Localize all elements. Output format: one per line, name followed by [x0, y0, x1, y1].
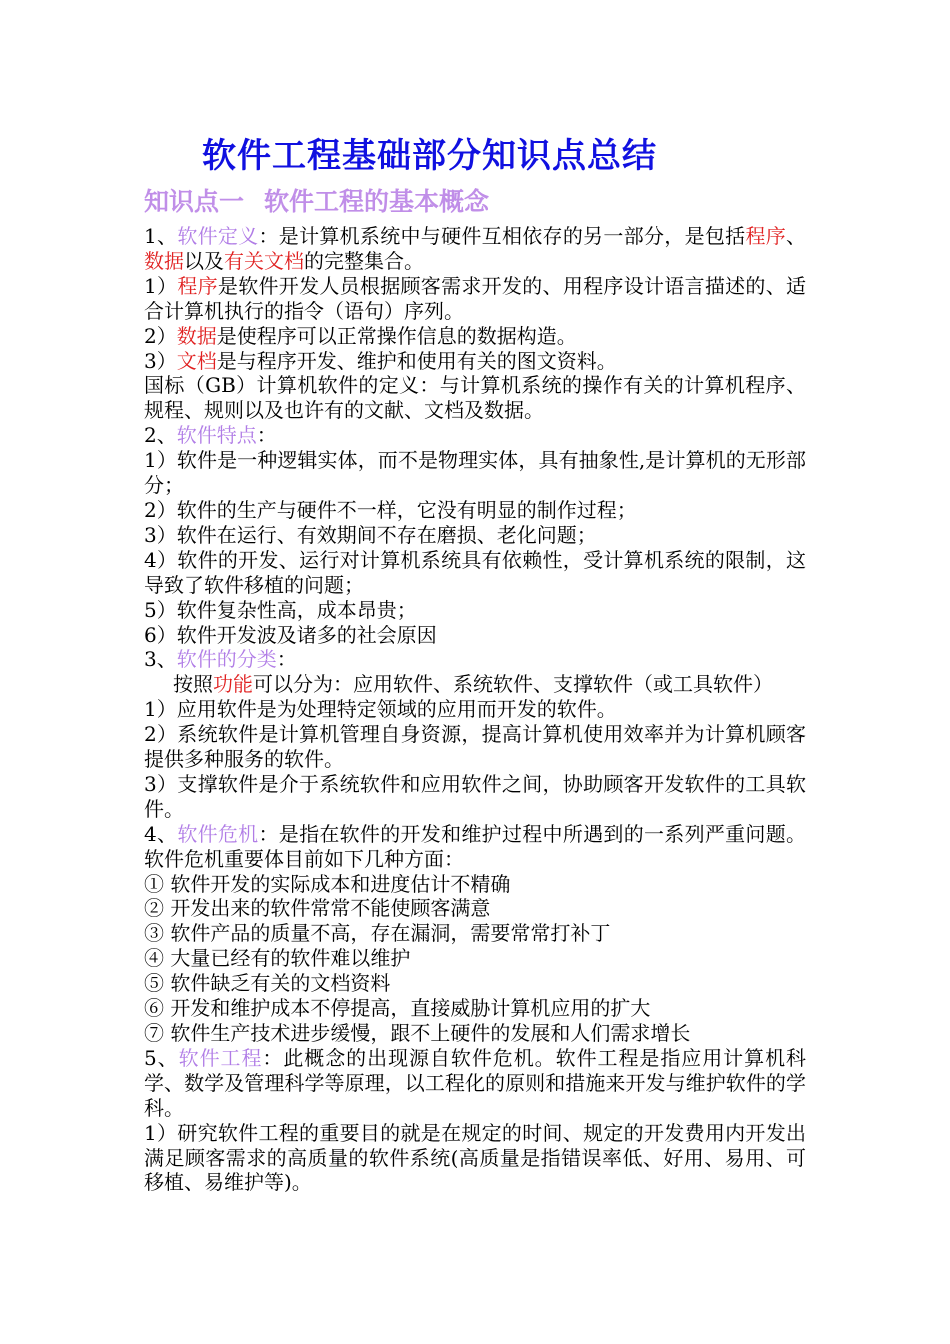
list-item: 5）软件复杂性高，成本昂贵； [144, 597, 417, 622]
list-item: 3）软件在运行、有效期间不存在磨损、老化问题； [144, 522, 597, 547]
list-item: ⑥ 开发和维护成本不停提高，直接威胁计算机应用的扩大 [144, 996, 651, 1021]
keyword-software-engineering: 软件工程 [178, 1045, 263, 1070]
list-item: ④ 大量已经有的软件难以维护 [144, 946, 411, 971]
list-item: 2）软件的生产与硬件不一样，它没有明显的制作过程； [144, 497, 637, 522]
section-title: 软件工程的基本概念 [264, 187, 490, 216]
paragraph-program: 1）程序是软件开发人员根据顾客需求开发的、用程序设计语言描述的、适合计算机执行的指令（语句）序列。 [144, 273, 807, 323]
list-item: ② 开发出来的软件常常不能使顾客满意 [144, 896, 491, 921]
keyword-software-definition: 软件定义 [177, 224, 259, 248]
list-item: ⑤ 软件缺乏有关的文档资料 [144, 971, 391, 996]
list-item: ③ 软件产品的质量不高，存在漏洞，需要常常打补丁 [144, 921, 611, 946]
keyword-software-classification: 软件的分类 [176, 647, 277, 672]
list-item: ⑦ 软件生产技术进步缓慢，跟不上硬件的发展和人们需求增长 [144, 1021, 691, 1045]
paragraph-data: 2）数据是使程序可以正常操作信息的数据构造。 [144, 323, 577, 348]
heading-software-features: 2、软件特点： [144, 423, 277, 448]
paragraph-gb-definition: 国标（GB）计算机软件的定义：与计算机系统的操作有关的计算机程序、规程、规则以及也许有的文献、文档及数据。 [144, 373, 806, 423]
list-item: 4）软件的开发、运行对计算机系统具有依赖性，受计算机系统的限制，这导致了软件移植的问题； [144, 547, 806, 597]
section-label: 知识点一 [144, 187, 245, 216]
paragraph-software-crisis: 4、软件危机：是指在软件的开发和维护过程中所遇到的一系列严重问题。 软件危机重要体目前如下几种方面： [144, 821, 807, 871]
list-item: ① 软件开发的实际成本和进度估计不精确 [144, 871, 511, 896]
list-item: 2）系统软件是计算机管理自身资源，提高计算机使用效率并为计算机顾客提供多种服务的软件。 [144, 722, 806, 772]
list-item: 3）支撑软件是介于系统软件和应用软件之间，协助顾客开发软件的工具软件。 [144, 771, 806, 821]
heading-software-classification: 3、软件的分类： [144, 647, 297, 672]
list-item: 1）软件是一种逻辑实体，而不是物理实体，具有抽象性,是计算机的无形部分； [144, 448, 806, 498]
section-heading [144, 182, 489, 218]
paragraph-software-engineering: 5、软件工程：此概念的出现源自软件危机。软件工程是指应用计算机科学、数学及管理科学等原理，以工程化的原则和措施来开发与维护软件的学科。 [144, 1045, 807, 1120]
list-item: 6）软件开发波及诸多的社会原因 [144, 622, 437, 647]
keyword-software-features: 软件特点 [176, 423, 257, 448]
document-body [144, 224, 806, 1195]
paragraph-classification-intro: 按照功能可以分为：应用软件、系统软件、支撑软件（或工具软件） [173, 672, 773, 697]
document-title: 软件工程基础部分知识点总结 [202, 136, 657, 176]
keyword-software-crisis: 软件危机 [177, 821, 259, 846]
list-item: 1）应用软件是为处理特定领域的应用而开发的软件。 [144, 697, 617, 722]
paragraph-document: 3）文档是与程序开发、维护和使用有关的图文资料。 [144, 348, 617, 373]
paragraph-se-goal: 1）研究软件工程的重要目的就是在规定的时间、规定的开发费用内开发出满足顾客需求的高质量的软件系统(高质量是指错误率低、好用、易用、可移植、易维护等)。 [144, 1120, 806, 1195]
paragraph-software-definition: 1、软件定义：是计算机系统中与硬件互相依存的另一部分，是包括程序、数据以及有关文档的完整集合。 [144, 224, 807, 273]
